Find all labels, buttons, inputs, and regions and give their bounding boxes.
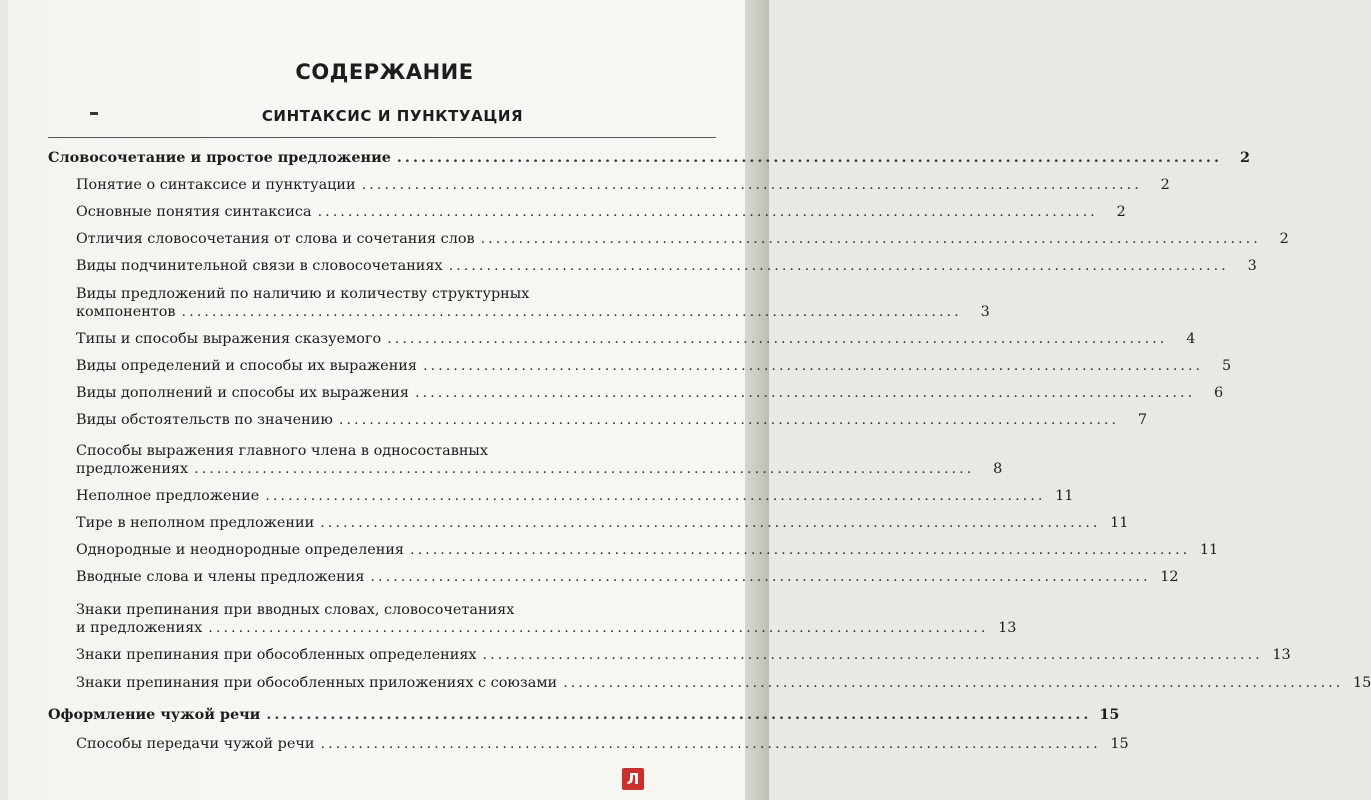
- toc-page-number: 11: [1055, 488, 1074, 504]
- toc-page-number: 13: [1272, 647, 1291, 663]
- toc-item[interactable]: [76, 443, 1003, 478]
- toc-page-number: 8: [993, 461, 1003, 477]
- toc-label: Типы и способы выражения сказуемого: [76, 331, 382, 347]
- leader-dots: .......................................................................................................: [265, 488, 1046, 504]
- toc-page-number: 13: [998, 620, 1017, 636]
- leader-dots: .......................................................................................................: [370, 569, 1151, 585]
- toc-item[interactable]: [76, 411, 1148, 429]
- toc-page-number: 11: [1110, 515, 1129, 531]
- toc-page-number: 2: [1160, 177, 1170, 193]
- toc-page-number: 5: [1221, 358, 1232, 374]
- toc-label: компонентов: [76, 304, 176, 320]
- toc-item[interactable]: [76, 203, 1126, 221]
- leader-dots: .......................................................................................................: [563, 675, 1344, 691]
- toc-label: Вводные слова и члены предложения: [76, 569, 365, 585]
- toc-page-number: 3: [980, 304, 990, 320]
- toc-label: Оформление чужой речи: [48, 706, 261, 723]
- divider-line: [48, 137, 716, 138]
- leader-dots: .......................................................................................................: [396, 149, 1222, 166]
- toc-page-number: 4: [1186, 331, 1196, 347]
- toc-label: Словосочетание и простое предложение: [48, 149, 391, 166]
- leader-dots: .......................................................................................................: [448, 258, 1229, 274]
- leader-dots: .......................................................................................................: [320, 515, 1101, 531]
- toc-item[interactable]: [76, 286, 990, 321]
- leader-dots: .......................................................................................................: [320, 736, 1101, 752]
- toc-item[interactable]: [76, 674, 1371, 692]
- toc-label-line1: Знаки препинания при вводных словах, словосочетаниях: [76, 602, 515, 618]
- toc-label: Виды обстоятельств по значению: [76, 412, 333, 428]
- toc-page-number: 3: [1247, 258, 1257, 274]
- toc-item[interactable]: [76, 514, 1129, 532]
- toc-page-number: 7: [1137, 412, 1148, 428]
- toc-label: Понятие о синтаксисе и пунктуации: [76, 177, 356, 193]
- toc-label: Основные понятия синтаксиса: [76, 204, 312, 220]
- toc-label: и предложениях: [76, 620, 203, 636]
- section-heading: СИНТАКСИС И ПУНКТУАЦИЯ: [261, 107, 524, 125]
- toc-label: предложениях: [76, 461, 189, 477]
- leader-dots: .......................................................................................................: [181, 304, 962, 320]
- toc-label: Однородные и неоднородные определения: [76, 542, 404, 558]
- toc-label: Неполное предложение: [76, 488, 260, 504]
- toc-item[interactable]: [76, 568, 1179, 586]
- toc-item[interactable]: [76, 384, 1224, 402]
- leader-dots: .......................................................................................................: [387, 331, 1168, 347]
- toc-item[interactable]: [76, 735, 1129, 753]
- toc-item[interactable]: [76, 176, 1170, 194]
- toc-label: Способы передачи чужой речи: [76, 736, 315, 752]
- toc-section[interactable]: [48, 149, 1250, 167]
- toc-item[interactable]: [76, 487, 1074, 505]
- toc-label-line1: Виды предложений по наличию и количеству структурных: [76, 286, 530, 302]
- toc-item[interactable]: [76, 330, 1196, 348]
- leader-dots: .......................................................................................................: [482, 647, 1263, 663]
- leader-dots: .......................................................................................................: [317, 204, 1098, 220]
- toc-item[interactable]: [76, 257, 1257, 275]
- leader-dots: .......................................................................................................: [361, 177, 1142, 193]
- toc-label: Отличия словосочетания от слова и сочетания слов: [76, 231, 475, 247]
- toc-item[interactable]: [76, 602, 1017, 637]
- toc-page-number: 2: [1279, 231, 1289, 247]
- toc-page-number: 15: [1110, 736, 1129, 752]
- toc-label: Виды подчинительной связи в словосочетаниях: [76, 258, 443, 274]
- toc-page-number: 12: [1160, 569, 1179, 585]
- toc-label: Виды дополнений и способы их выражения: [76, 385, 409, 401]
- toc-label: Знаки препинания при обособленных определениях: [76, 647, 477, 663]
- leader-dots: .......................................................................................................: [194, 461, 975, 477]
- toc-item[interactable]: [76, 230, 1289, 248]
- page-title: СОДЕРЖАНИЕ: [295, 60, 474, 84]
- toc-page-number: 15: [1353, 675, 1371, 691]
- toc-item[interactable]: [76, 646, 1291, 664]
- leader-dots: .......................................................................................................: [414, 385, 1196, 401]
- toc-label-line1: Способы выражения главного члена в односоставных: [76, 443, 488, 459]
- toc-page-number: 6: [1214, 385, 1224, 401]
- toc-page-number: 11: [1199, 542, 1219, 558]
- toc-page-number: 2: [1116, 204, 1126, 220]
- toc-label: Виды определений и способы их выражения: [76, 358, 417, 374]
- leader-dots: .......................................................................................................: [208, 620, 989, 636]
- leader-dots: .......................................................................................................: [422, 358, 1204, 374]
- toc-section[interactable]: [48, 706, 1120, 724]
- publisher-logo: Л: [622, 768, 644, 790]
- leader-dots: .......................................................................................................: [410, 542, 1191, 558]
- toc-page-number: 15: [1099, 706, 1120, 723]
- leader-dots: .......................................................................................................: [266, 706, 1092, 723]
- toc-label: Тире в неполном предложении: [76, 515, 315, 531]
- toc-item[interactable]: [76, 541, 1219, 559]
- leader-dots: .......................................................................................................: [338, 412, 1120, 428]
- toc-item[interactable]: [76, 357, 1232, 375]
- toc-label: Знаки препинания при обособленных приложениях с союзами: [76, 675, 558, 691]
- leader-dots: .......................................................................................................: [480, 231, 1261, 247]
- toc-page-number: 2: [1239, 149, 1250, 166]
